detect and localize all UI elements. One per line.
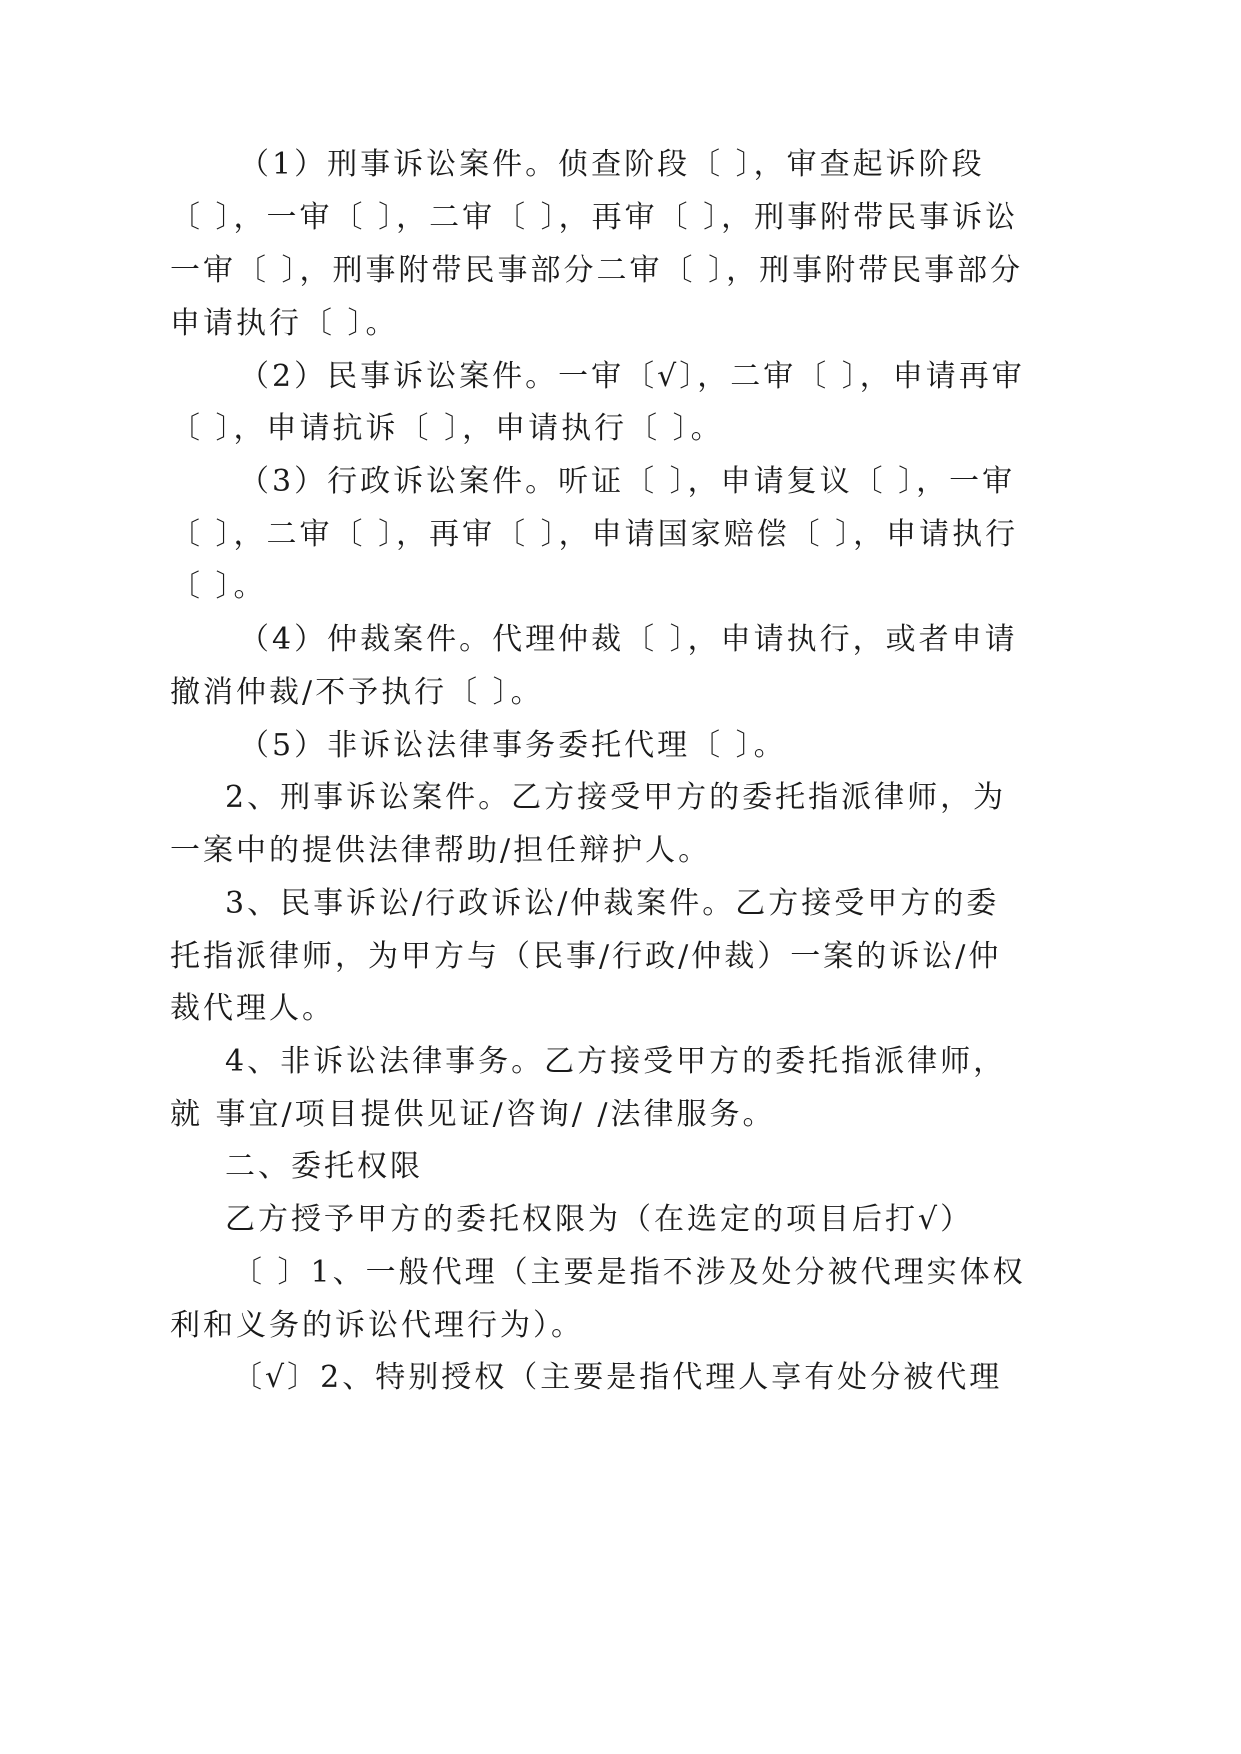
text-line: 〔 〕，二审〔 〕，再审〔 〕，申请国家赔偿〔 〕，申请执行	[170, 517, 1019, 552]
text-line: 3、民事诉讼/行政诉讼/仲裁案件。乙方接受甲方的委	[225, 886, 1000, 921]
text-line: （1）刑事诉讼案件。侦查阶段〔 〕，审查起诉阶段	[239, 147, 985, 182]
text-line: 就 事宜/项目提供见证/咨询/ /法律服务。	[170, 1097, 776, 1132]
text-line: 撤消仲裁/不予执行〔 〕。	[170, 675, 544, 710]
text-line: （4）仲裁案件。代理仲裁〔 〕，申请执行，或者申请	[239, 622, 1018, 657]
text-line: 〔 〕，申请抗诉〔 〕，申请执行〔 〕。	[170, 411, 724, 446]
text-line: （5）非诉讼法律事务委托代理〔 〕。	[239, 728, 787, 763]
text-line: 一审〔 〕，刑事附带民事部分二审〔 〕，刑事附带民事部分	[170, 253, 1024, 288]
text-line: 〔√〕2、特别授权（主要是指代理人享有处分被代理	[232, 1360, 1003, 1395]
text-line: 〔 〕1、一般代理（主要是指不涉及处分被代理实体权	[232, 1255, 1026, 1290]
text-line: 申请执行〔 〕。	[170, 306, 399, 341]
text-line: 〔 〕，一审〔 〕，二审〔 〕，再审〔 〕，刑事附带民事诉讼	[170, 200, 1019, 235]
text-line: 〔 〕。	[170, 569, 267, 604]
text-line: 乙方授予甲方的委托权限为（在选定的项目后打√）	[225, 1202, 974, 1237]
text-line: （3）行政诉讼案件。听证〔 〕，申请复议〔 〕，一审	[239, 464, 1016, 499]
text-line: 4、非诉讼法律事务。乙方接受甲方的委托指派律师，	[225, 1044, 1007, 1079]
text-line: （2）民事诉讼案件。一审〔√〕，二审〔 〕，申请再审	[239, 359, 1025, 394]
text-line: 2、刑事诉讼案件。乙方接受甲方的委托指派律师，为	[225, 780, 1007, 815]
section-heading: 二、委托权限	[225, 1149, 423, 1184]
text-line: 一案中的提供法律帮助/担任辩护人。	[170, 833, 712, 868]
text-line: 托指派律师，为甲方与（民事/行政/仲裁）一案的诉讼/仲	[170, 939, 1002, 974]
text-line: 利和义务的诉讼代理行为）。	[170, 1308, 584, 1343]
text-line: 裁代理人。	[170, 991, 335, 1026]
